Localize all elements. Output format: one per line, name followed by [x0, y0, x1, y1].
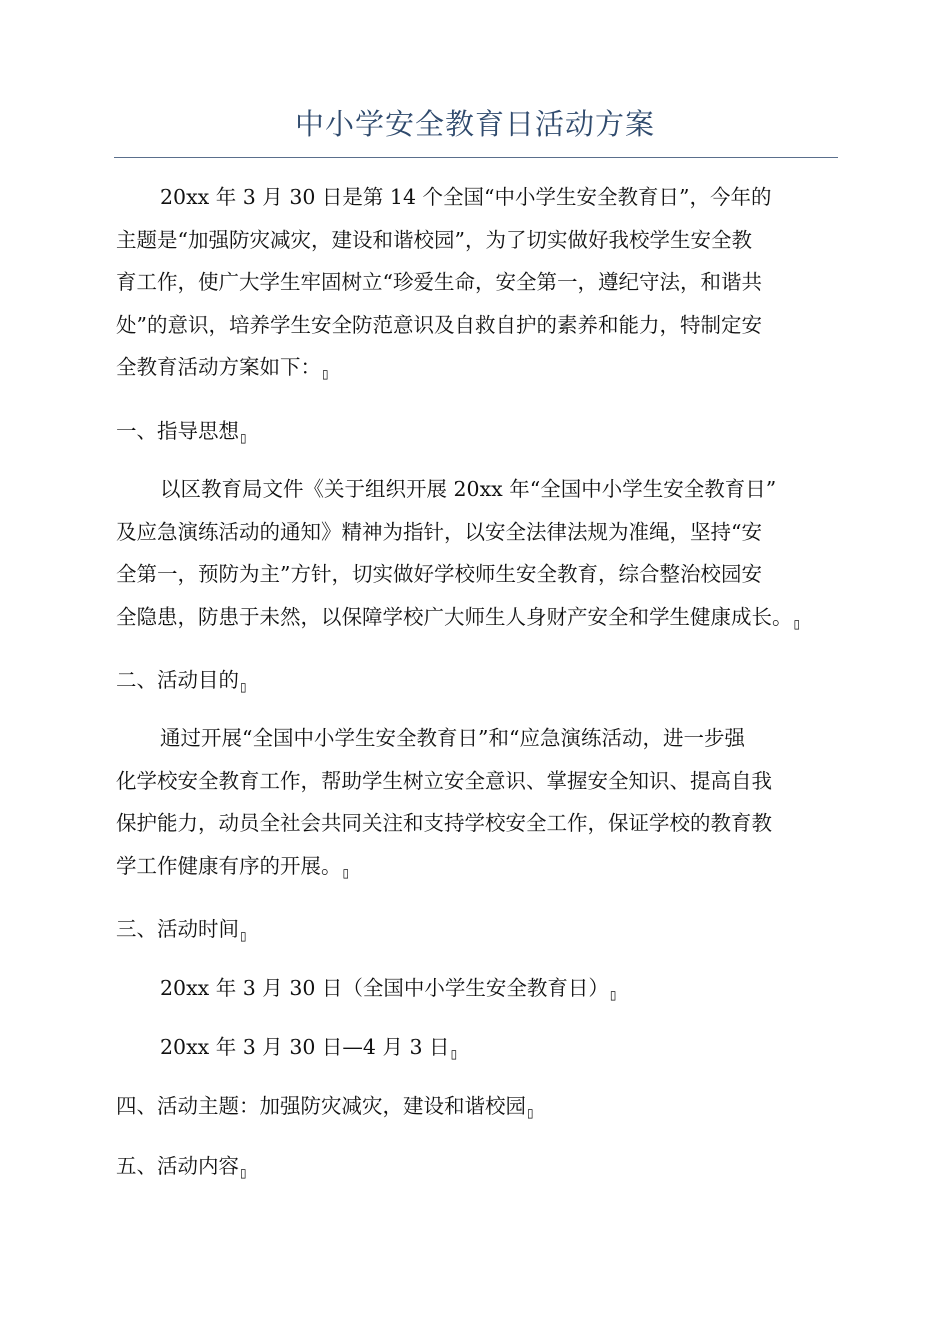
section2-line: 化学校安全教育工作，帮助学生树立安全意识、掌握安全知识、提高自我 — [116, 768, 772, 793]
section-heading-activity-time — [116, 908, 836, 951]
date-text: 20xx 年 3 月 30 日（全国中小学生安全教育日） — [160, 976, 609, 1000]
section-heading-activity-content — [116, 1145, 836, 1188]
heading-text: 四、活动主题：加强防灾减灾，建设和谐校园 — [116, 1094, 526, 1118]
date-line — [116, 1026, 836, 1069]
date-text: 20xx 年 3 月 30 日—4 月 3 日 — [160, 1035, 450, 1059]
paragraph-mark: ▯ — [793, 616, 801, 631]
section2-line: 保护能力，动员全社会共同关注和支持学校安全工作，保证学校的教育教 — [116, 811, 772, 835]
paragraph-mark: ▯ — [240, 680, 247, 694]
heading-line — [116, 410, 836, 453]
section2-line: 通过开展“全国中小学生安全教育日”和“应急演练活动，进一步强 — [160, 726, 745, 750]
heading-text: 二、活动目的 — [116, 668, 239, 692]
paragraph-mark: ▯ — [342, 865, 350, 880]
title-divider — [114, 157, 838, 158]
heading-line — [116, 1145, 836, 1188]
paragraph-mark: ▯ — [240, 1166, 247, 1180]
paragraph-mark: ▯ — [527, 1106, 534, 1120]
intro-line: 主题是“加强防灾减灾，建设和谐校园”，为了切实做好我校学生安全教 — [116, 227, 752, 252]
heading-text: 一、指导思想 — [116, 419, 239, 443]
section2-paragraph — [116, 717, 836, 887]
paragraph-mark: ▯ — [240, 431, 247, 445]
intro-line-text: 全教育活动方案如下： — [116, 355, 321, 379]
section1-line: 全第一，预防为主”方针，切实做好学校师生安全教育，综合整治校园安 — [116, 562, 762, 586]
paragraph-mark: ▯ — [609, 988, 617, 1002]
heading-text: 三、活动时间 — [116, 917, 239, 941]
date-line — [116, 967, 836, 1010]
intro-line — [116, 346, 836, 389]
section1-line: 以区教育局文件《关于组织开展 20xx 年“全国中小学生安全教育日” — [160, 477, 777, 501]
paragraph-mark: ▯ — [240, 929, 247, 943]
heading-text: 五、活动内容 — [116, 1154, 239, 1178]
section1-line — [116, 596, 836, 639]
section1-line: 及应急演练活动的通知》精神为指针，以安全法律法规为准绳，坚持“安 — [116, 519, 762, 544]
section-heading-activity-purpose — [116, 659, 836, 702]
page-title: 中小学安全教育日活动方案 — [294, 107, 655, 141]
section1-line-text: 全隐患，防患于未然，以保障学校广大师生人身财产安全和学生健康成长。 — [116, 604, 793, 629]
paragraph-mark: ▯ — [322, 367, 329, 381]
intro-paragraph — [116, 176, 836, 389]
section-heading-activity-theme — [116, 1085, 836, 1128]
heading-line — [116, 1085, 836, 1128]
heading-line — [116, 659, 836, 702]
intro-line: 20xx 年 3 月 30 日是第 14 个全国“中小学生安全教育日”，今年的 — [160, 185, 772, 209]
section-heading-guiding-thought — [116, 410, 836, 453]
activity-date-1 — [116, 967, 836, 1010]
intro-line: 育工作，使广大学生牢固树立“珍爱生命，安全第一，遵纪守法，和谐共 — [116, 270, 762, 294]
intro-line: 处”的意识，培养学生安全防范意识及自救自护的素养和能力，特制定安 — [116, 312, 762, 337]
section2-line-text: 学工作健康有序的开展。 — [116, 853, 342, 878]
activity-date-2 — [116, 1026, 836, 1069]
section1-paragraph — [116, 468, 836, 638]
section2-line — [116, 845, 836, 888]
heading-line — [116, 908, 836, 951]
paragraph-mark: ▯ — [450, 1047, 458, 1061]
